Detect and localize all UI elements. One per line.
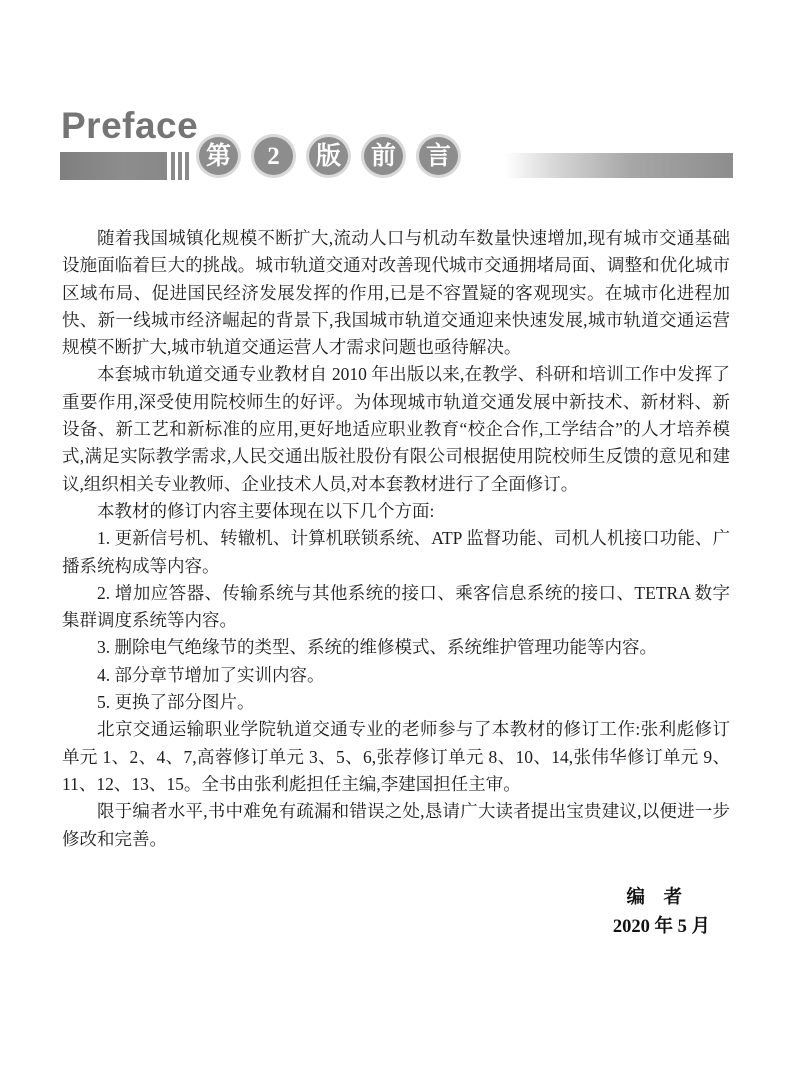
edition-badge-char: 第: [196, 134, 241, 178]
preface-body: [62, 225, 730, 853]
stripe: [171, 152, 175, 180]
revision-item-4: 4. 部分章节增加了实训内容。: [97, 664, 325, 685]
signature-block: [0, 884, 790, 942]
paragraph-revision-lead: 本教材的修订内容主要体现在以下几个方面:: [97, 500, 435, 521]
header-stripes: [171, 152, 189, 180]
paragraph-apology: 限于编者水平,书中难免有疏漏和错误之处,恳请广大读者提出宝贵建议,以便进一步修改和完善。: [62, 801, 730, 849]
paragraph-contributors: 北京交通运输职业学院轨道交通专业的老师参与了本教材的修订工作:张利彪修订单元 1、2、4、7,高蓉修订单元 3、5、6,张荐修订单元 8、10、14,张伟华修订单元 9、11、12、13、15。全书由张利彪担任主编,李建国担任主审。: [62, 719, 731, 794]
stripe: [178, 152, 182, 180]
revision-item-2: 2. 增加应答器、传输系统与其他系统的接口、乘客信息系统的接口、TETRA 数字集群调度系统等内容。: [62, 582, 730, 631]
edition-badge-group: [196, 134, 461, 178]
edition-badge-char: 版: [306, 134, 351, 178]
preface-english-title: Preface: [61, 105, 199, 146]
edition-badge-char: 言: [416, 134, 461, 178]
edition-badge-char: 前: [361, 134, 406, 178]
header-accent-bar-left: [60, 152, 167, 180]
header-accent-bar-right: [505, 153, 733, 178]
paragraph-series: 本套城市轨道交通专业教材自 2010 年出版以来,在教学、科研和培训工作中发挥了重要作用,深受使用院校师生的好评。为体现城市轨道交通发展中新技术、新材料、新设备、新工艺和新标准的应用,更好地适应职业教育“校企合作,工学结合”的人才培养模式,满足实际教学需求,人民交通出版社股份有限公司根据使用院校师生反馈的意见和建议,组织相关专业教师、企业技术人员,对本套教材进行了全面修订。: [62, 364, 730, 494]
signature-author: 编 者: [626, 888, 682, 908]
paragraph-intro: 随着我国城镇化规模不断扩大,流动人口与机动车数量快速增加,现有城市交通基础设施面临着巨大的挑战。城市轨道交通对改善现代城市交通拥堵局面、调整和优化城市区域布局、促进国民经济发展发挥的作用,已是不容置疑的客观现实。在城市化进程加快、新一线城市经济崛起的背景下,我国城市轨道交通迎来快速发展,城市轨道交通运营规模不断扩大,城市轨道交通运营人才需求问题也亟待解决。: [62, 228, 730, 358]
revision-item-3: 3. 删除电气绝缘节的类型、系统的维修模式、系统维护管理功能等内容。: [97, 637, 657, 658]
stripe: [185, 152, 189, 180]
revision-item-1: 1. 更新信号机、转辙机、计算机联锁系统、ATP 监督功能、司机人机接口功能、广播系统构成等内容。: [62, 528, 730, 576]
signature-date: 2020 年 5 月: [612, 917, 710, 937]
edition-badge-number: 2: [251, 134, 296, 178]
revision-item-5: 5. 更换了部分图片。: [97, 692, 255, 713]
